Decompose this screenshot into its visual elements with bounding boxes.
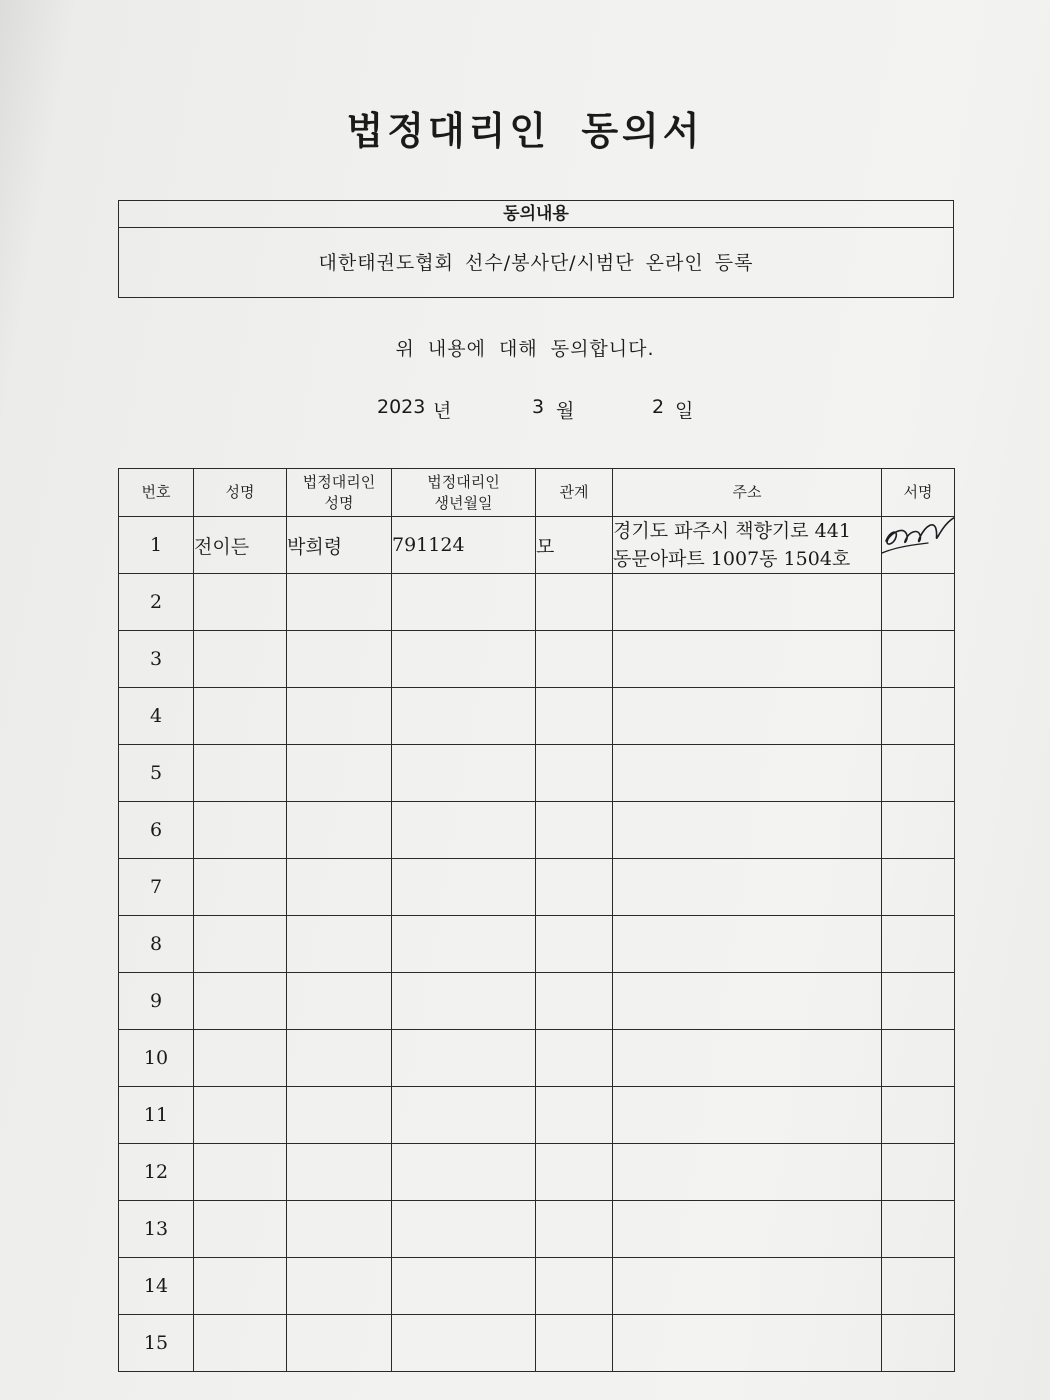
- table-row: [119, 745, 955, 802]
- cell-guardian-birth: [392, 1315, 536, 1372]
- cell-guardian-name: [287, 973, 392, 1030]
- cell-number: 9: [119, 973, 194, 1030]
- cell-guardian-birth: [392, 1144, 536, 1201]
- date-day-unit: 일: [675, 400, 694, 422]
- cell-name: [194, 1087, 287, 1144]
- cell-signature: [882, 517, 955, 574]
- cell-signature: [882, 1144, 955, 1201]
- table-row: [119, 973, 955, 1030]
- cell-address: [613, 517, 882, 574]
- consent-content: 대한태권도협회 선수/봉사단/시범단 온라인 등록: [318, 252, 754, 274]
- cell-guardian-birth: [392, 802, 536, 859]
- table-row: [119, 688, 955, 745]
- cell-relation: 모: [536, 517, 613, 574]
- cell-number: 12: [119, 1144, 194, 1201]
- cell-signature: [882, 1258, 955, 1315]
- cell-relation: [536, 1144, 613, 1201]
- cell-address: [613, 802, 882, 859]
- cell-number: 5: [119, 745, 194, 802]
- cell-number: 7: [119, 859, 194, 916]
- cell-relation: [536, 916, 613, 973]
- header-guardian-birth-line2: 생년월일: [434, 493, 493, 512]
- cell-guardian-name: [287, 1087, 392, 1144]
- cell-guardian-name: 박희령: [287, 517, 392, 574]
- table-row: [119, 1315, 955, 1372]
- cell-address: [613, 1087, 882, 1144]
- cell-address: [613, 859, 882, 916]
- cell-relation: [536, 1201, 613, 1258]
- cell-name: [194, 1315, 287, 1372]
- header-guardian-name-line1: 법정대리인: [302, 472, 376, 491]
- cell-guardian-birth: [392, 916, 536, 973]
- cell-relation: [536, 1258, 613, 1315]
- cell-relation: [536, 688, 613, 745]
- cell-number: 6: [119, 802, 194, 859]
- cell-signature: [882, 631, 955, 688]
- cell-name: [194, 1201, 287, 1258]
- address-line-2: 동문아파트 1007동 1504호: [613, 548, 851, 570]
- cell-guardian-birth: [392, 574, 536, 631]
- cell-relation: [536, 1315, 613, 1372]
- cell-guardian-birth: [392, 1087, 536, 1144]
- table-row: [119, 859, 955, 916]
- cell-signature: [882, 574, 955, 631]
- cell-guardian-name: [287, 1315, 392, 1372]
- cell-name: [194, 802, 287, 859]
- cell-number: 8: [119, 916, 194, 973]
- header-guardian-birth: [392, 469, 536, 517]
- header-guardian-name: [287, 469, 392, 517]
- cell-guardian-name: [287, 1201, 392, 1258]
- cell-address: [613, 631, 882, 688]
- cell-relation: [536, 631, 613, 688]
- header-number: 번호: [119, 469, 194, 517]
- cell-number: 10: [119, 1030, 194, 1087]
- cell-signature: [882, 802, 955, 859]
- cell-name: [194, 916, 287, 973]
- cell-signature: [882, 745, 955, 802]
- cell-address: [613, 574, 882, 631]
- table-row: [119, 916, 955, 973]
- cell-guardian-name: [287, 574, 392, 631]
- cell-relation: [536, 574, 613, 631]
- cell-guardian-name: [287, 631, 392, 688]
- table-header-row: [119, 469, 955, 517]
- cell-guardian-birth: [392, 1258, 536, 1315]
- cell-address: [613, 745, 882, 802]
- cell-relation: [536, 1087, 613, 1144]
- cell-name: [194, 859, 287, 916]
- cell-relation: [536, 973, 613, 1030]
- table-row: [119, 1144, 955, 1201]
- header-name: 성명: [194, 469, 287, 517]
- header-guardian-birth-line1: 법정대리인: [427, 472, 500, 491]
- cell-signature: [882, 1087, 955, 1144]
- cell-number: 1: [119, 517, 194, 574]
- cell-signature: [882, 916, 955, 973]
- cell-guardian-name: [287, 859, 392, 916]
- cell-name: [194, 688, 287, 745]
- cell-guardian-name: [287, 916, 392, 973]
- table-row: [119, 1030, 955, 1087]
- date-month-unit: 월: [556, 400, 575, 422]
- date-month: 3: [532, 396, 545, 418]
- cell-name: 전이든: [194, 517, 287, 574]
- cell-name: [194, 631, 287, 688]
- cell-guardian-birth: [392, 859, 536, 916]
- cell-guardian-name: [287, 802, 392, 859]
- cell-guardian-name: [287, 745, 392, 802]
- date-year: 2023: [377, 396, 426, 418]
- cell-guardian-name: [287, 1144, 392, 1201]
- table-row: [119, 517, 955, 574]
- cell-signature: [882, 1030, 955, 1087]
- cell-guardian-birth: [392, 631, 536, 688]
- table-row: [119, 631, 955, 688]
- cell-number: 13: [119, 1201, 194, 1258]
- cell-address: [613, 916, 882, 973]
- cell-address: [613, 1258, 882, 1315]
- cell-relation: [536, 745, 613, 802]
- table-row: [119, 1258, 955, 1315]
- cell-guardian-birth: [392, 973, 536, 1030]
- cell-signature: [882, 688, 955, 745]
- table-row: [119, 1201, 955, 1258]
- cell-address: [613, 1315, 882, 1372]
- cell-relation: [536, 859, 613, 916]
- cell-address: [613, 1030, 882, 1087]
- cell-number: 15: [119, 1315, 194, 1372]
- cell-guardian-name: [287, 688, 392, 745]
- header-signature: 서명: [882, 469, 955, 517]
- cell-number: 14: [119, 1258, 194, 1315]
- cell-address: [613, 688, 882, 745]
- cell-signature: [882, 859, 955, 916]
- cell-address: [613, 973, 882, 1030]
- cell-guardian-birth: [392, 1030, 536, 1087]
- cell-guardian-birth: 791124: [392, 517, 536, 574]
- cell-address: [613, 1201, 882, 1258]
- cell-guardian-name: [287, 1258, 392, 1315]
- cell-address: [613, 1144, 882, 1201]
- cell-name: [194, 745, 287, 802]
- cell-guardian-birth: [392, 745, 536, 802]
- guardian-table: [118, 468, 955, 1372]
- header-relation: 관계: [536, 469, 613, 517]
- cell-signature: [882, 973, 955, 1030]
- cell-signature: [882, 1315, 955, 1372]
- cell-name: [194, 973, 287, 1030]
- cell-relation: [536, 802, 613, 859]
- header-address: 주소: [613, 469, 882, 517]
- cell-guardian-birth: [392, 688, 536, 745]
- table-row: [119, 574, 955, 631]
- handwritten-signature: [882, 517, 955, 566]
- cell-relation: [536, 1030, 613, 1087]
- header-guardian-name-line2: 성명: [324, 493, 354, 512]
- cell-signature: [882, 1201, 955, 1258]
- cell-number: 4: [119, 688, 194, 745]
- cell-name: [194, 1144, 287, 1201]
- address-line-1: 경기도 파주시 책향기로 441: [613, 520, 851, 542]
- date-day: 2: [652, 396, 665, 418]
- cell-number: 11: [119, 1087, 194, 1144]
- agreement-statement: 위 내용에 대해 동의합니다.: [395, 338, 655, 360]
- cell-guardian-name: [287, 1030, 392, 1087]
- cell-guardian-birth: [392, 1201, 536, 1258]
- table-row: [119, 802, 955, 859]
- consent-box: [118, 200, 954, 298]
- page-title: 법정대리인 동의서: [346, 109, 704, 153]
- cell-number: 3: [119, 631, 194, 688]
- consent-header: 동의내용: [119, 201, 953, 228]
- date-year-unit: 년: [433, 400, 452, 422]
- cell-name: [194, 1258, 287, 1315]
- cell-name: [194, 574, 287, 631]
- table-row: [119, 1087, 955, 1144]
- cell-number: 2: [119, 574, 194, 631]
- cell-name: [194, 1030, 287, 1087]
